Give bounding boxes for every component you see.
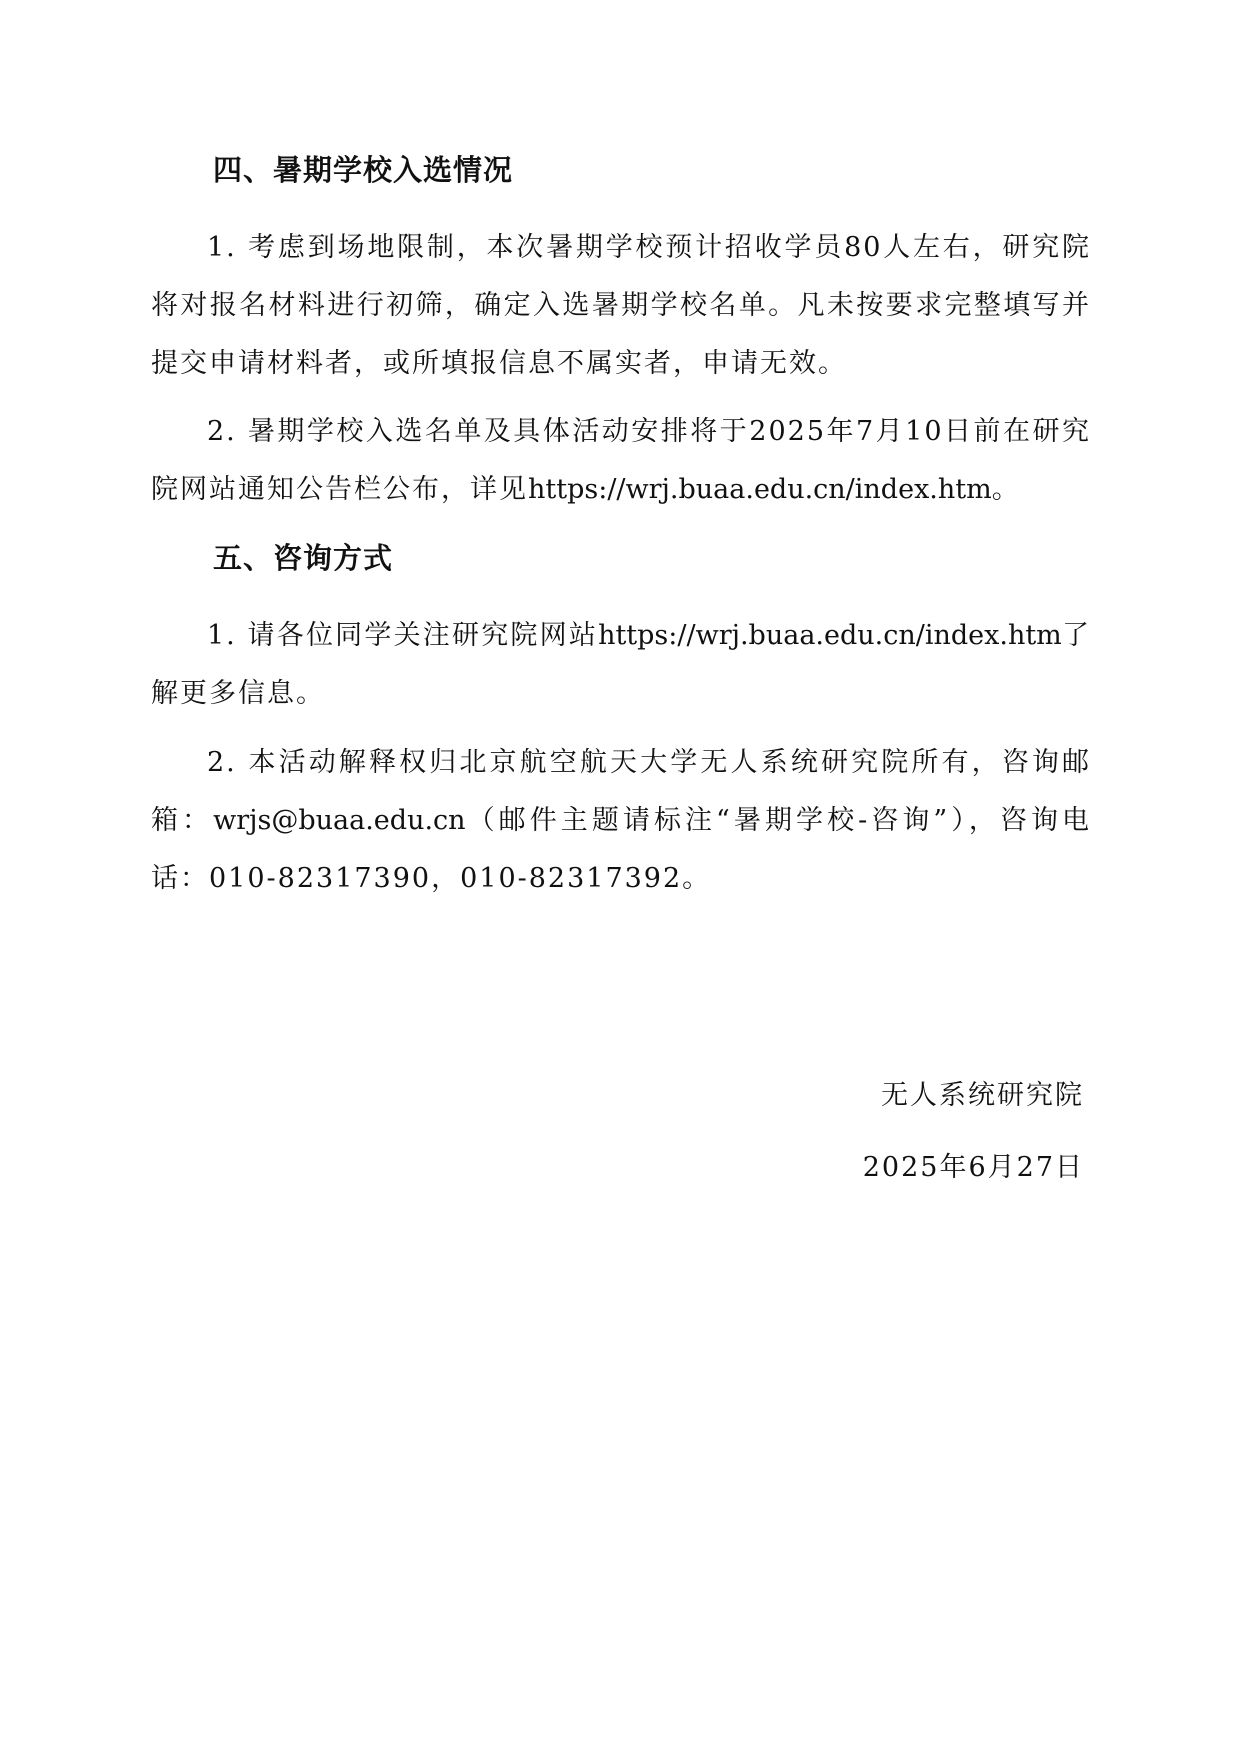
section-4-paragraph-2: [151, 403, 1091, 519]
section-5-paragraph-2: [151, 734, 1091, 908]
signature-organization: 无人系统研究院: [881, 1080, 1084, 1111]
section-4-paragraph-2-end: 。: [991, 474, 1021, 505]
website-link[interactable]: https://wrj.buaa.edu.cn/index.htm: [598, 620, 1062, 651]
section-4-paragraph-2-text: 2. 暑期学校入选名单及具体活动安排将于2025年7月10日前在研究院网站通知公告栏公布，详见: [151, 416, 1091, 505]
section-5-paragraph-2-rest: （邮件主题请标注“暑期学校-咨询”），咨询电话：010-82317390，010-82317392。: [151, 805, 1091, 894]
section-5-paragraph-1: [151, 607, 1091, 723]
section-4-paragraph-1: 1. 考虑到场地限制，本次暑期学校预计招收学员80人左右，研究院将对报名材料进行初筛，确定入选暑期学校名单。凡未按要求完整填写并提交申请材料者，或所填报信息不属实者，申请无效。: [151, 232, 1091, 379]
section-5-heading: 五、咨询方式: [213, 541, 394, 575]
section-5-paragraph-2-text: 2. 本活动解释权归北京航空航天大学无人系统研究院所有，咨询邮箱：: [151, 747, 1091, 836]
website-link[interactable]: https://wrj.buaa.edu.cn/index.htm: [528, 474, 992, 505]
section-5-paragraph-1-text: 1. 请各位同学关注研究院网站: [207, 620, 599, 651]
section-4-heading: 四、暑期学校入选情况: [213, 153, 514, 187]
contact-email-link[interactable]: wrjs@buaa.edu.cn: [213, 805, 466, 836]
section-5-paragraph-1-end: 了解更多信息。: [151, 620, 1092, 709]
signature-date: 2025年6月27日: [862, 1152, 1084, 1183]
